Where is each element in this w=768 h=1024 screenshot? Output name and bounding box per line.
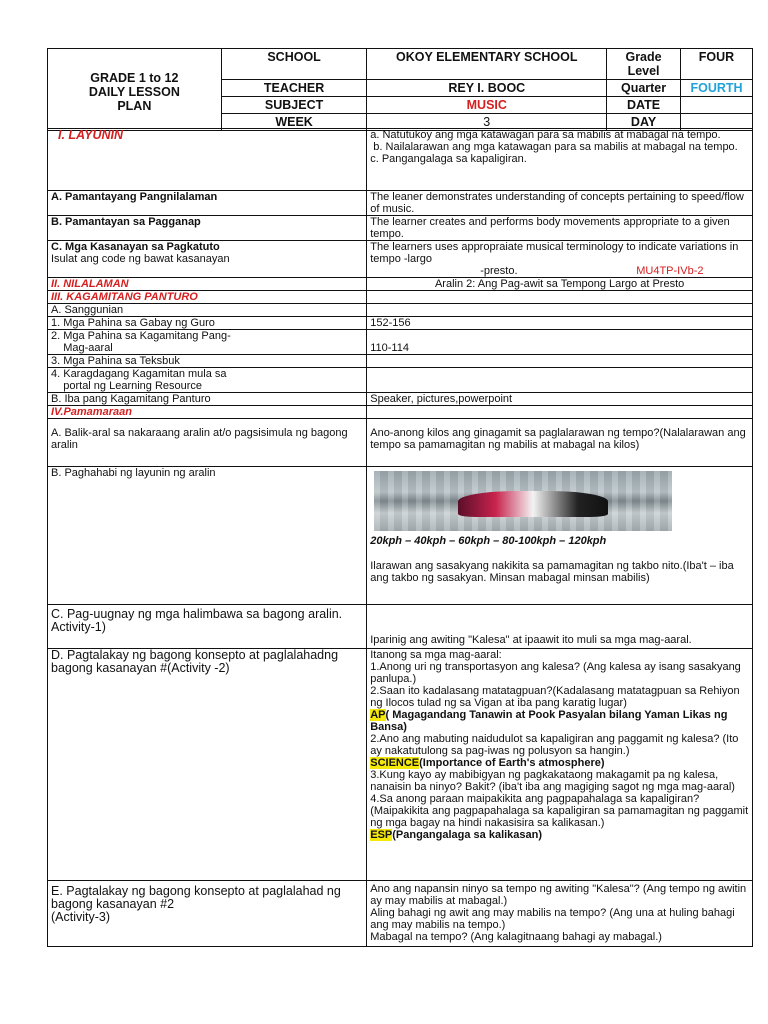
nilalaman-value: Aralin 2: Ang Pag-awit sa Tempong Largo at Presto: [367, 278, 753, 291]
kagamitan-label: III. KAGAMITANG PANTURO: [48, 291, 367, 304]
layunin-label: I. LAYUNIN: [48, 129, 367, 191]
pagtalakay-d-label: D. Pagtalakay ng bagong konsepto at paglalahadng bagong kasanayan #(Activity -2): [48, 649, 367, 881]
sanggunian-label: A. Sanggunian: [48, 304, 367, 317]
ap-text: ( Magagandang Tanawin at Pook Pasyalan bilang Yaman Likas ng Bansa): [370, 709, 728, 733]
teacher-value: REY I. BOOC: [367, 80, 607, 97]
pamantayang-value: The leaner demonstrates understanding of concepts pertaining to speed/flow of music.: [367, 191, 753, 216]
ap-tag: AP: [370, 709, 386, 721]
school-value: OKOY ELEMENTARY SCHOOL: [367, 49, 607, 80]
date-label: DATE: [607, 97, 681, 114]
d-q2: 2.Saan ito kadalasang matatagpuan?(Kadalasang matatagpuan sa Rehiyon ng Ilocos tulad ng sa Vigan at iba pang karatig lugar): [370, 685, 740, 709]
pagtalakay-e-cell: [367, 881, 753, 947]
kagamitan-pang-value: 110-114: [367, 330, 753, 355]
science-tag: SCIENCE: [370, 757, 420, 769]
lesson-table: [47, 128, 753, 947]
speed-list: 20kph – 40kph – 60kph – 80-100kph – 120kph: [370, 535, 607, 547]
pagganap-value: The learner creates and performs body movements appropriate to a given tempo.: [367, 216, 753, 241]
esp-text: (Pangangalaga sa kalikasan): [392, 829, 543, 841]
subject-value: MUSIC: [367, 97, 607, 114]
paghahabi-value: Ilarawan ang sasakyang nakikita sa pamamagitan ng takbo nito.(Iba't – iba ang takbo ng sasakyan. Minsan mabagal minsan mabilis): [370, 560, 734, 584]
d-science: [370, 757, 749, 769]
paghahabi-label: B. Paghahabi ng layunin ng aralin: [48, 467, 367, 605]
teksbuk-label: 3. Mga Pahina sa Teksbuk: [48, 355, 367, 368]
week-value: 3: [367, 114, 607, 131]
layunin-value: a. Natutukoy ang mga katawagan para sa mabilis at mabagal na tempo. b. Nailalarawan ang mga katawagan para sa mabilis at mabagal na tempo. c. Pangangalaga sa kapaligiran.: [367, 129, 753, 191]
quarter-value: FOURTH: [681, 80, 753, 97]
kasanayan-sub: Isulat ang code ng bawat kasanayan: [51, 253, 230, 265]
paghahabi-cell: [367, 467, 753, 605]
e-l2: Aling bahagi ng awit ang may mabilis na tempo? (Ang una at huling bahagi ang may mabilis na tempo.): [370, 907, 735, 931]
day-label: DAY: [607, 114, 681, 131]
d-q1: 1.Anong uri ng transportasyon ang kalesa? (Ang kalesa ay isang sasakyang panlupa.): [370, 661, 741, 685]
kagamitan-pang-label: 2. Mga Pahina sa Kagamitang Pang- Mag-aaral: [48, 330, 367, 355]
gabay-value: 152-156: [367, 317, 753, 330]
pamantayang-label: A. Pamantayang Pangnilalaman: [48, 191, 367, 216]
pagtalakay-d-cell: [367, 649, 753, 881]
kasanayan-code: MU4TP-IVb-2: [636, 265, 704, 277]
pagtalakay-e-label: E. Pagtalakay ng bagong konsepto at paglalahad ng bagong kasanayan #2 (Activity-3): [48, 881, 367, 947]
quarter-label: Quarter: [607, 80, 681, 97]
kasanayan-presto: -presto.: [480, 265, 518, 277]
d-q5: 4.Sa anong paraan maipakikita ang pagpapahalaga sa kapaligiran? (Maipakikita ang pagpapahalaga sa kapaligiran sa pamamagitan ng paggamit ng mga bagay na hindi nakasisira sa kalikasan.): [370, 793, 749, 829]
pag-uugnay-value: Iparinig ang awiting "Kalesa" at ipaawit ito muli sa mga mag-aaral.: [367, 605, 753, 649]
pagganap-label: B. Pamantayan sa Pagganap: [48, 216, 367, 241]
d-ap: [370, 709, 749, 733]
e-l1: Ano ang napansin ninyo sa tempo ng awiting "Kalesa"? (Ang tempo ng awitin ay may mabilis at mabagal.): [370, 883, 747, 907]
header-table: [47, 48, 753, 131]
kasanayan-cell: [48, 241, 367, 278]
d-q3: 2.Ano ang mabuting naidudulot sa kapaligiran ang paggamit ng kalesa? (Ito ay nakatutulong sa pag-iwas ng polusyon sa hangin.): [370, 733, 739, 757]
d-q4: 3.Kung kayo ay mabibigyan ng pagkakataong makagamit pa ng kalesa, nanaisin ba ninyo? Bakit? (iba't iba ang magiging sagot ng mga mag-aaral): [370, 769, 735, 793]
balik-aral-label: A. Balik-aral sa nakaraang aralin at/o pagsisimula ng bagong aralin: [48, 419, 367, 467]
race-car-image: [374, 471, 672, 531]
d-intro: Itanong sa mga mag-aaral:: [370, 649, 502, 661]
school-label: SCHOOL: [221, 49, 367, 80]
subject-label: SUBJECT: [221, 97, 367, 114]
kasanayan-label: C. Mga Kasanayan sa Pagkatuto: [51, 241, 220, 253]
grade-label: Grade Level: [607, 49, 681, 80]
karagdagang-label: 4. Karagdagang Kagamitan mula sa portal ng Learning Resource: [48, 368, 367, 393]
science-text: (Importance of Earth's atmosphere): [419, 757, 605, 769]
iba-value: Speaker, pictures,powerpoint: [367, 393, 753, 406]
nilalaman-label: II. NILALAMAN: [48, 278, 367, 291]
kasanayan-value: The learners uses appropraiate musical terminology to indicate variations in tempo -largo: [370, 241, 739, 265]
teacher-label: TEACHER: [221, 80, 367, 97]
d-esp: [370, 829, 749, 841]
date-value: [681, 97, 753, 114]
iba-label: B. Iba pang Kagamitang Panturo: [48, 393, 367, 406]
e-l3: Mabagal na tempo? (Ang kalagitnaang bahagi ay mabagal.): [370, 931, 662, 943]
pamamaraan-label: IV.Pamamaraan: [48, 406, 367, 419]
balik-aral-value: Ano-anong kilos ang ginagamit sa paglalarawan ng tempo?(Nalalarawan ang tempo sa pamamagitan ng mabilis at mabagal na kilos): [367, 419, 753, 467]
dlp-title: GRADE 1 to 12 DAILY LESSON PLAN: [48, 49, 222, 131]
pag-uugnay-label: C. Pag-uugnay ng mga halimbawa sa bagong aralin. Activity-1): [48, 605, 367, 649]
gabay-label: 1. Mga Pahina sa Gabay ng Guro: [48, 317, 367, 330]
kasanayan-value-cell: [367, 241, 753, 278]
grade-value: FOUR: [681, 49, 753, 80]
esp-tag: ESP: [370, 829, 393, 841]
week-label: WEEK: [221, 114, 367, 131]
